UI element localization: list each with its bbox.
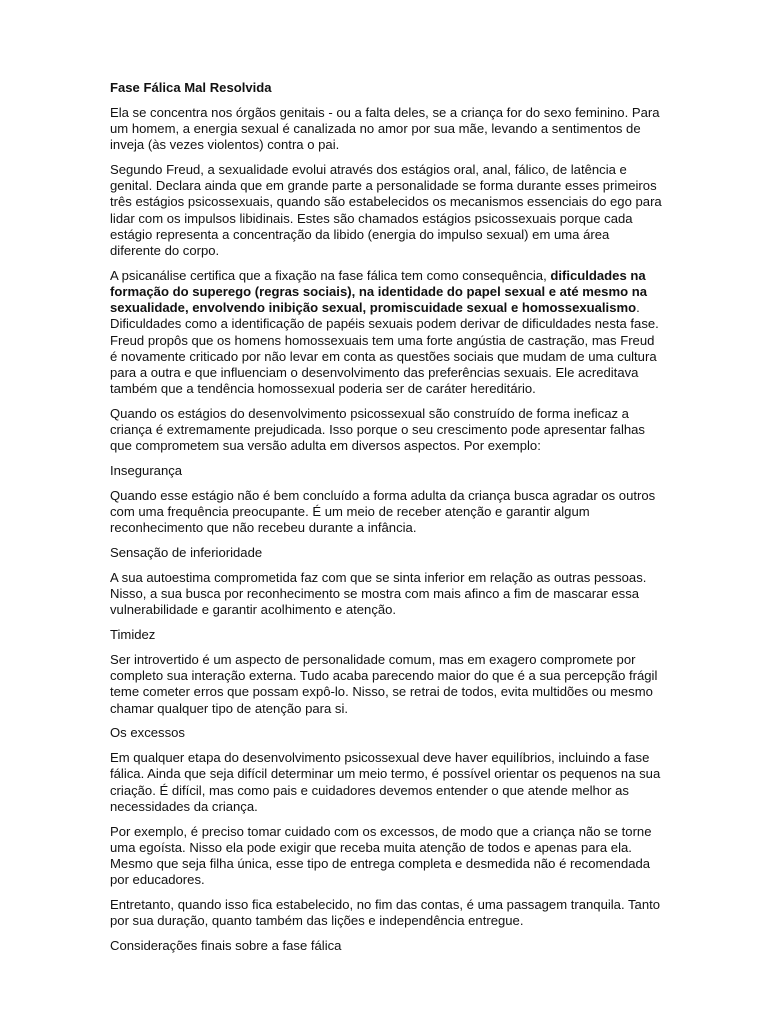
section-heading-timidez: Timidez bbox=[110, 627, 156, 643]
paragraph-fixation-intro: A psicanálise certifica que a fixação na fase fálica tem como consequência, bbox=[110, 267, 551, 283]
section-heading-inferioridade: Sensação de inferioridade bbox=[110, 545, 263, 561]
paragraph-fixation-emphasis: dificuldades na formação do superego (regras sociais), na identidade do papel sexual e até mesmo na sexualidade, envolvendo inibição sexual, promiscuidade sexual e homossexualismo bbox=[110, 267, 648, 316]
paragraph-inferioridade: A sua autoestima comprometida faz com que se sinta inferior em relação as outras pessoas. Nisso, a sua busca por reconhecimento se mostra com mais afinco a fim de mascarar essa vulnerabilidade e garantir acolhimento e atenção. bbox=[110, 570, 647, 618]
paragraph-timidez: Ser introvertido é um aspecto de personalidade comum, mas em exagero compromete por completo sua interação externa. Tudo acaba parecendo maior do que é a sua percepção frágil teme cometer erros que possam expô-lo. Nisso, se retrai de todos, evita multidões ou mesmo chamar qualquer tipo de atenção para si. bbox=[110, 652, 658, 716]
paragraph-inseguranca: Quando esse estágio não é bem concluído a forma adulta da criança busca agradar os outros com uma frequência preocupante. É um meio de receber atenção e garantir algum reconhecimento que não recebeu durante a infância. bbox=[110, 488, 656, 536]
section-heading-inseguranca: Insegurança bbox=[110, 463, 183, 479]
paragraph-excessos-1: Em qualquer etapa do desenvolvimento psicossexual deve haver equilíbrios, incluindo a fase fálica. Ainda que seja difícil determinar um meio termo, é possível orientar os pequenos na sua criação. É difícil, mas como pais e cuidadores devemos entender o que atende melhor as necessidades da criança. bbox=[110, 750, 661, 814]
document-title: Fase Fálica Mal Resolvida bbox=[110, 80, 272, 95]
paragraph-fixation bbox=[110, 268, 662, 398]
document-body bbox=[110, 80, 662, 963]
paragraph-fixation-rest: . Dificuldades como a identificação de papéis sexuais podem derivar de dificuldades nesta fase. Freud propôs que os homens homossexuais tem uma forte angústia de castração, mas Freud é novamente criticado por não levar em conta as questões sociais que mudam de uma cultura para a outra e que influenciam o desenvolvimento das preferências sexuais. Ele acreditava também que a tendência homossexual poderia ser de caráter hereditário. bbox=[110, 300, 659, 397]
paragraph-freud: Segundo Freud, a sexualidade evolui através dos estágios oral, anal, fálico, de latência e genital. Declara ainda que em grande parte a personalidade se forma durante esses primeiros três estágios psicossexuais, quando são estabelecidos os mecanismos essenciais do ego para lidar com os impulsos libidinais. Estes são chamados estágios psicossexuais porque cada estágio representa a concentração da libido (energia do impulso sexual) em uma área diferente do corpo. bbox=[110, 162, 662, 259]
section-heading-consideracoes: Considerações finais sobre a fase fálica bbox=[110, 938, 342, 954]
paragraph-stages: Quando os estágios do desenvolvimento psicossexual são construído de forma ineficaz a criança é extremamente prejudicada. Isso porque o seu crescimento pode apresentar falhas que comprometem sua versão adulta em diversos aspectos. Por exemplo: bbox=[110, 406, 645, 454]
section-heading-excessos: Os excessos bbox=[110, 725, 185, 741]
paragraph-excessos-3: Entretanto, quando isso fica estabelecido, no fim das contas, é uma passagem tranquila. Tanto por sua duração, quanto também das lições e independência entregue. bbox=[110, 897, 661, 929]
paragraph-excessos-2: Por exemplo, é preciso tomar cuidado com os excessos, de modo que a criança não se torne uma egoísta. Nisso ela pode exigir que receba muita atenção de todos e apenas para ela. Mesmo que seja filha única, esse tipo de entrega completa e desmedida não é recomendada por educadores. bbox=[110, 823, 652, 888]
paragraph-intro: Ela se concentra nos órgãos genitais - ou a falta deles, se a criança for do sexo feminino. Para um homem, a energia sexual é canalizada no amor por sua mãe, levando a sentimentos de inveja (às vezes violentos) contra o pai. bbox=[110, 104, 660, 153]
